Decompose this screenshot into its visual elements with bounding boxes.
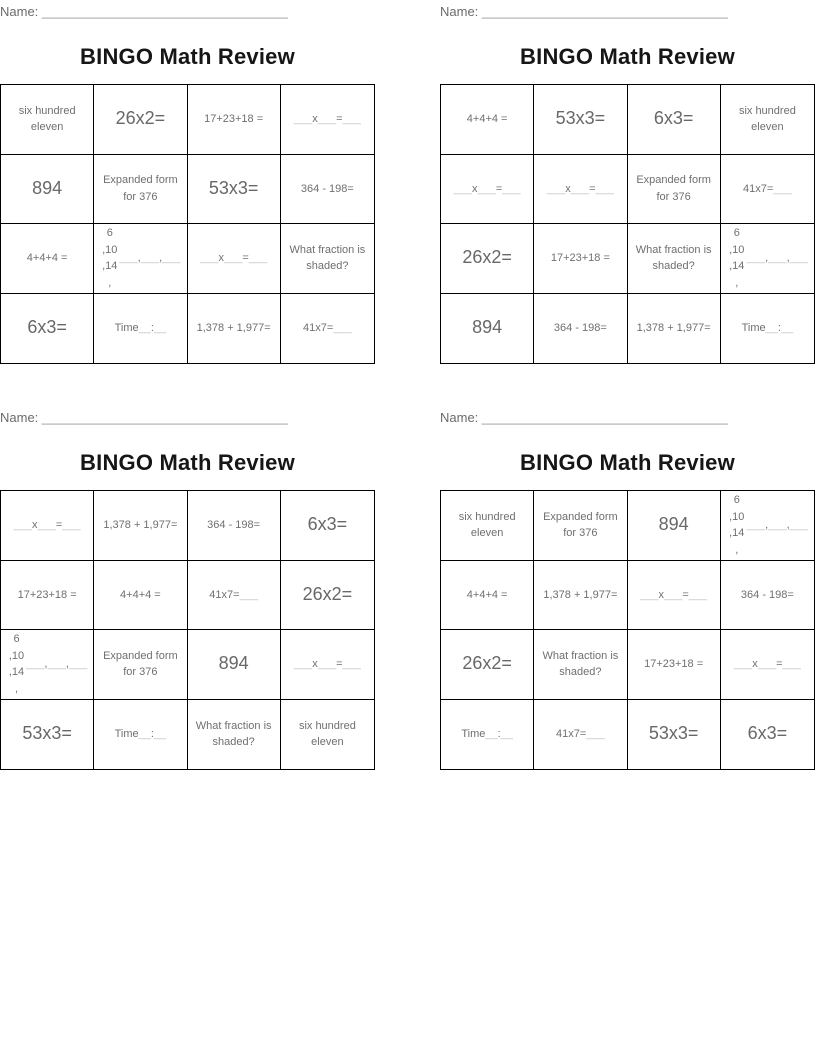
bingo-cell: 26x2=: [441, 224, 534, 294]
blank-underscores: ___: [757, 658, 777, 670]
bingo-card: [0, 5, 375, 364]
blank-underscores: ___: [502, 182, 521, 195]
blank-underscores: ___: [26, 658, 45, 670]
blank-underscores: __: [765, 322, 778, 334]
blank-underscores: ___: [746, 252, 766, 264]
bingo-cell: 6x3=: [281, 491, 374, 561]
bingo-cell: 17+23+18 =: [1, 561, 94, 631]
bingo-cell: 6 ,10 ,14 , ___ , ___ , ___: [94, 224, 187, 294]
blank-underscores: ___: [342, 658, 361, 670]
blank-underscores: ___: [293, 113, 313, 125]
bingo-grid: [440, 84, 815, 364]
bingo-cell: 4+4+4 =: [441, 85, 534, 155]
blank-underscores: ___: [768, 519, 787, 531]
bingo-cell: six hundred eleven: [721, 85, 814, 155]
bingo-cell: 53x3=: [1, 700, 94, 770]
bingo-cell: 894: [1, 155, 94, 225]
bingo-card: [440, 5, 815, 364]
bingo-cell: 17+23+18 =: [188, 85, 281, 155]
bingo-cell: 41x7= ___: [281, 294, 374, 364]
bingo-cell: What fraction is shaded?: [188, 700, 281, 770]
blank-underscores: ___: [733, 658, 753, 670]
bingo-cell: 6 ,10 ,14 , ___ , ___ , ___: [1, 630, 94, 700]
bingo-cell: ___ x ___ = ___: [281, 85, 374, 155]
blank-underscores: ___: [62, 519, 81, 531]
blank-underscores: ___: [570, 182, 590, 195]
bingo-cell: 17+23+18 =: [628, 630, 721, 700]
bingo-grid: [0, 84, 375, 364]
bingo-cell: Expanded form for 376: [94, 630, 187, 700]
bingo-cell: What fraction is shaded?: [281, 224, 374, 294]
blank-underscores: ___: [119, 252, 138, 264]
blank-underscores: __: [153, 322, 167, 334]
page-title: BINGO Math Review: [520, 44, 735, 69]
bingo-cell: six hundred eleven: [298, 719, 356, 749]
bingo-cell: six hundred eleven: [441, 491, 534, 561]
blank-underscores: ___: [162, 252, 181, 264]
bingo-cell: What fraction is shaded?: [534, 630, 627, 700]
bingo-cell: ___ x ___ = ___: [1, 491, 94, 561]
bingo-cell: 1,378 + 1,977=: [534, 561, 627, 631]
blank-underscores: ___: [342, 113, 361, 125]
blank-underscores: __: [138, 728, 151, 740]
blank-underscores: ___: [546, 182, 566, 195]
bingo-cell: 1,378 + 1,977=: [94, 491, 187, 561]
bingo-grid: [0, 490, 375, 770]
page-title: BINGO Math Review: [520, 450, 735, 475]
bingo-cell: What fraction is shaded?: [628, 224, 721, 294]
blank-underscores: __: [485, 728, 498, 740]
blank-underscores: __: [780, 322, 794, 334]
bingo-cell: 364 - 198=: [721, 561, 814, 631]
blank-underscores: ___: [293, 658, 313, 670]
bingo-cell: 17+23+18 =: [534, 224, 627, 294]
bingo-cell: 6x3=: [628, 85, 721, 155]
name-label: Name:: [440, 410, 479, 425]
blank-underscores: ___: [37, 519, 56, 531]
bingo-cell: 364 - 198=: [534, 294, 627, 364]
name-row: [0, 5, 375, 19]
bingo-cell: 26x2=: [94, 85, 187, 155]
bingo-cell: 53x3=: [534, 85, 627, 155]
bingo-cell: 41x7= ___: [534, 700, 627, 770]
blank-underscores: __: [153, 728, 167, 740]
blank-underscores: ___: [782, 658, 801, 670]
name-label: Name:: [0, 4, 39, 19]
blank-underscores: ___: [13, 519, 32, 531]
blank-underscores: ___: [768, 252, 787, 264]
name-label: Name:: [440, 4, 479, 19]
bingo-cell: Expanded form for 376: [94, 155, 187, 225]
bingo-card: [0, 411, 375, 770]
blank-underscores: ___: [223, 252, 243, 264]
bingo-cell: ___ x ___ = ___: [188, 224, 281, 294]
blank-underscores: ___: [140, 252, 160, 264]
bingo-cell: Time __ : __: [721, 294, 814, 364]
blank-underscores: ___: [453, 182, 472, 195]
bingo-cell: 6x3=: [747, 723, 788, 744]
blank-underscores: ___: [746, 519, 766, 531]
blank-underscores: ___: [688, 588, 708, 601]
bingo-cell: Time __ : __: [441, 700, 534, 770]
blank-underscores: ___: [317, 113, 337, 125]
name-row: [440, 411, 815, 425]
blank-underscores: ___: [789, 519, 808, 531]
bingo-card: [440, 411, 815, 770]
name-label: Name:: [0, 410, 39, 425]
blank-underscores: ___: [248, 252, 268, 264]
bingo-cell: 1,378 + 1,977=: [188, 294, 281, 364]
bingo-cell: 364 - 198=: [281, 155, 374, 225]
blank-underscores: ___: [773, 182, 792, 195]
page-title: BINGO Math Review: [80, 44, 295, 69]
page-title: BINGO Math Review: [80, 450, 295, 475]
bingo-cell: 894: [188, 630, 281, 700]
bingo-cell: Time __ : __: [94, 700, 187, 770]
bingo-cell: 53x3=: [628, 700, 721, 770]
blank-underscores: ___: [586, 728, 605, 740]
bingo-cell: 4+4+4 =: [441, 561, 534, 631]
bingo-cell: 41x7= ___: [721, 155, 814, 225]
bingo-cell: 4+4+4 =: [1, 224, 94, 294]
bingo-cell: 894: [628, 491, 721, 561]
name-blank-line: __________________________________: [481, 4, 728, 19]
name-row: [440, 5, 815, 19]
blank-underscores: ___: [789, 252, 808, 264]
blank-underscores: ___: [68, 658, 88, 670]
bingo-cell: ___ x ___ = ___: [628, 561, 721, 631]
bingo-cell: 6 ,10 ,14 , ___ , ___ , ___: [721, 224, 814, 294]
bingo-cell: Expanded form for 376: [628, 155, 721, 225]
bingo-cell: Time __ : __: [94, 294, 187, 364]
blank-underscores: ___: [200, 252, 219, 264]
bingo-cell: six hundred eleven: [1, 85, 94, 155]
bingo-cell: 364 - 198=: [188, 491, 281, 561]
bingo-cell: ___ x ___ = ___: [441, 155, 534, 225]
blank-underscores: ___: [595, 182, 614, 195]
name-blank-line: __________________________________: [481, 410, 728, 425]
blank-underscores: ___: [663, 588, 683, 601]
blank-underscores: ___: [239, 588, 258, 601]
bingo-cell: 894: [441, 294, 534, 364]
bingo-grid: [440, 490, 815, 770]
bingo-cell: ___ x ___ = ___: [281, 630, 374, 700]
bingo-cell: Expanded form for 376: [534, 491, 627, 561]
blank-underscores: __: [500, 728, 513, 740]
bingo-cell: ___ x ___ = ___: [721, 630, 814, 700]
bingo-cell: 6x3=: [1, 294, 94, 364]
bingo-cell: 26x2=: [441, 630, 534, 700]
name-row: [0, 411, 375, 425]
bingo-cell: 41x7= ___: [188, 561, 281, 631]
name-blank-line: __________________________________: [41, 4, 288, 19]
bingo-cell: 53x3=: [188, 155, 281, 225]
bingo-cell: 1,378 + 1,977=: [628, 294, 721, 364]
blank-underscores: ___: [477, 182, 496, 195]
blank-underscores: ___: [317, 658, 337, 670]
bingo-cell: ___ x ___ = ___: [534, 155, 627, 225]
blank-underscores: ___: [640, 588, 659, 601]
blank-underscores: __: [138, 322, 151, 334]
bingo-cell: 26x2=: [281, 561, 374, 631]
bingo-cell: 4+4+4 =: [94, 561, 187, 631]
bingo-cell: 6 ,10 ,14 , ___ , ___ , ___: [721, 491, 814, 561]
blank-underscores: ___: [47, 658, 66, 670]
name-blank-line: __________________________________: [41, 410, 288, 425]
blank-underscores: ___: [333, 322, 352, 334]
